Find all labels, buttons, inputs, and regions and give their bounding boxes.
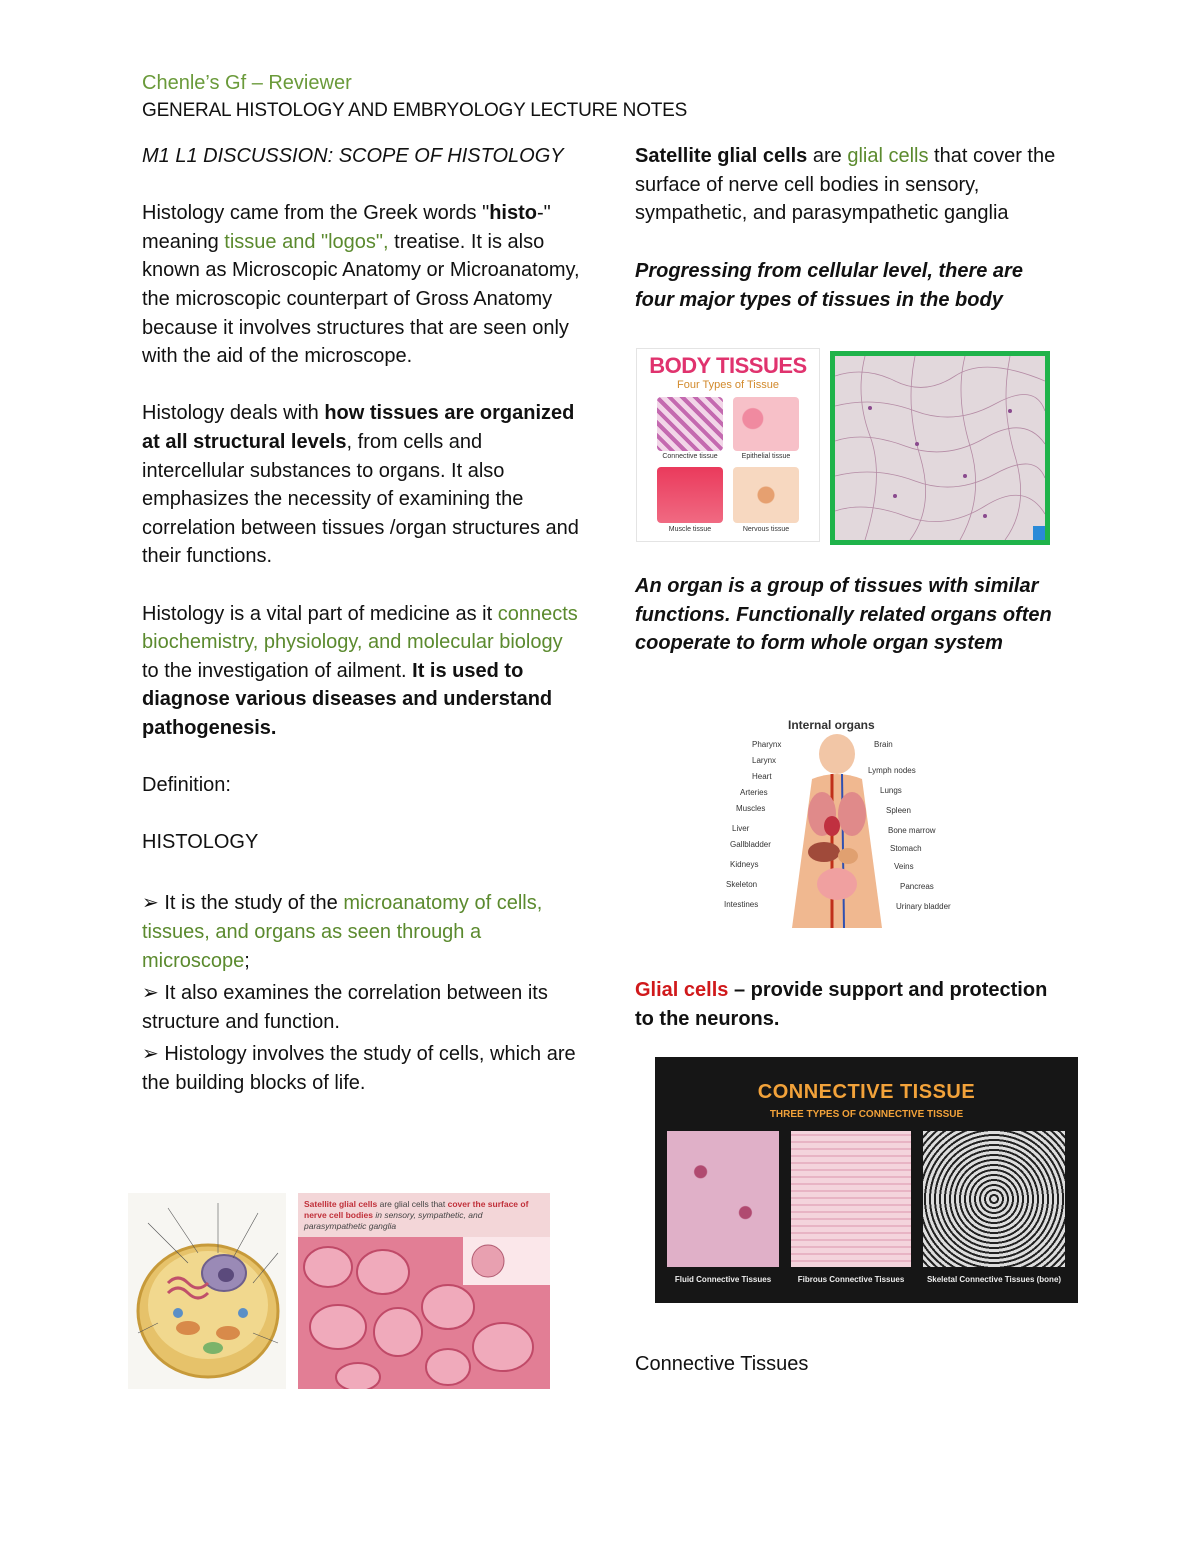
label-nervous: Nervous tissue: [742, 526, 790, 533]
muscle-tissue-thumb: [657, 467, 723, 523]
bullet-3: ➢ Histology involves the study of cells, which are the building blocks of life.: [142, 1043, 576, 1094]
epithelial-tissue-thumb: [733, 397, 799, 451]
connective-tissue-image: [655, 1057, 1078, 1303]
label-fluid: Fluid Connective Tissues: [674, 1275, 772, 1284]
connective-tissue-thumb: [657, 397, 723, 451]
body-tissues-title: BODY TISSUES: [649, 353, 807, 378]
adipose-micrograph-image: [830, 351, 1050, 545]
label-skeletal: Skeletal Connective Tissues (bone): [926, 1275, 1062, 1284]
paragraph-medicine: Histology is a vital part of medicine as it connects biochemistry, physiology, and molecular biology to the investigation of ailment. It is used to diagnose various diseases and understand pathogenesis.: [142, 602, 578, 739]
paragraph-glial: Glial cells – provide support and protection to the neurons.: [635, 979, 1048, 1030]
label-epithelial: Epithelial tissue: [741, 453, 791, 460]
connective-tissues-heading: Connective Tissues: [635, 1353, 809, 1375]
fibrous-tissue-thumb: [791, 1131, 911, 1267]
label-connective: Connective tissue: [662, 453, 718, 460]
fluid-tissue-thumb: [667, 1131, 779, 1267]
section-title: M1 L1 DISCUSSION: SCOPE OF HISTOLOGY: [142, 145, 564, 167]
connective-subtitle: THREE TYPES OF CONNECTIVE TISSUE: [769, 1109, 964, 1120]
paragraph-etymology: Histology came from the Greek words "histo-" meaning tissue and "logos", treatise. It is also known as Microscopic Anatomy or Microanatomy, the microscopic counterpart of Gross Anatomy because it involves structures that are seen only with the aid of the microscope.: [142, 202, 580, 368]
internal-organs-image: Internal organs Pharynx Larynx Heart Arteries Muscles Liver Gallbladder Kidneys Skeleton Intestines Brain Lymph nodes Lungs Spleen Bone marrow Stomach Veins Pancreas Urinary bladder: [722, 714, 962, 928]
label-fibrous: Fibrous Connective Tissues: [797, 1275, 905, 1284]
paragraph-four-types: Progressing from cellular level, there are four major types of tissues in the body: [635, 260, 1023, 311]
definition-label: Definition:: [142, 774, 231, 797]
satellite-caption: Satellite glial cells are glial cells that cover the surface of nerve cell bodies in sensory, sympathetic, and parasympathetic ganglia: [304, 1199, 529, 1231]
paragraph-organization: Histology deals with how tissues are organized at all structural levels, from cells and intercellular substances to organs. It also emphasizes the necessity of examining the correlation between tissues /organ structures and their functions.: [142, 402, 579, 568]
doc-header-title: Chenle’s Gf – Reviewer: [142, 72, 352, 94]
nervous-tissue-thumb: [733, 467, 799, 523]
bullet-1: ➢ It is the study of the microanatomy of cells, tissues, and organs as seen through a microscope;: [142, 892, 543, 972]
satellite-glial-image: [298, 1193, 550, 1389]
internal-organs-title: Internal organs: [788, 718, 875, 732]
body-tissues-image: [636, 348, 820, 542]
right-column: [635, 142, 1065, 228]
bone-tissue-thumb: [923, 1131, 1065, 1267]
doc-header-subtitle: GENERAL HISTOLOGY AND EMBRYOLOGY LECTURE NOTES: [142, 100, 688, 121]
histology-heading: HISTOLOGY: [142, 831, 259, 854]
bullet-2: ➢ It also examines the correlation between its structure and function.: [142, 982, 548, 1033]
paragraph-satellite: Satellite glial cells are glial cells that cover the surface of nerve cell bodies in sensory, sympathetic, and parasympathetic ganglia: [635, 145, 1056, 225]
connective-title: CONNECTIVE TISSUE: [757, 1081, 976, 1103]
cell-diagram-image: [128, 1193, 286, 1389]
label-muscle: Muscle tissue: [668, 526, 712, 533]
paragraph-organ: An organ is a group of tissues with similar functions. Functionally related organs often cooperate to form whole organ system: [635, 575, 1052, 655]
body-tissues-subtitle: Four Types of Tissue: [677, 379, 779, 391]
left-column: [142, 142, 582, 1098]
